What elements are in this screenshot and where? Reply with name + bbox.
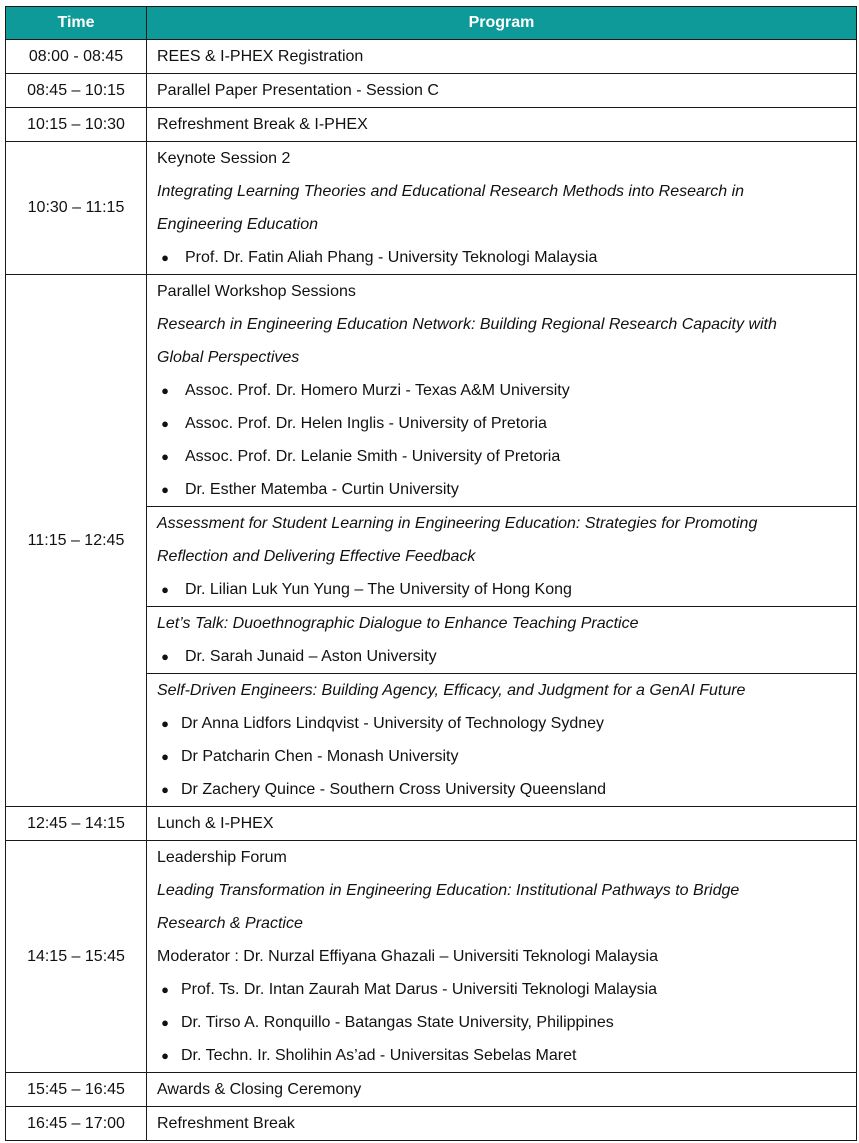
speaker-item: ● Prof. Dr. Fatin Aliah Phang - University Teknologi Malaysia [157,241,856,274]
session-subtitle: Let’s Talk: Duoethnographic Dialogue to Enhance Teaching Practice [157,615,639,632]
program-title: REES & I-PHEX Registration [157,48,364,65]
program-cell [147,1107,857,1141]
program-title: Parallel Paper Presentation - Session C [157,82,439,99]
time-cell: 16:45 – 17:00 [6,1107,147,1141]
bullet-icon: ● [161,649,169,664]
program-cell [147,40,857,74]
speaker-item: ● Dr Zachery Quince - Southern Cross University Queensland [157,773,856,806]
session-subtitle: Reflection and Delivering Effective Feedback [157,548,476,565]
session-subtitle: Global Perspectives [157,349,300,366]
speaker-item: ● Dr. Tirso A. Ronquillo - Batangas State University, Philippines [157,1006,856,1039]
bullet-icon: ● [161,449,169,464]
session-subtitle: Leading Transformation in Engineering Education: Institutional Pathways to Bridge [157,882,740,899]
program-cell [147,1073,857,1107]
program-title: Keynote Session 2 [157,150,291,167]
session-subtitle: Self-Driven Engineers: Building Agency, Efficacy, and Judgment for a GenAI Future [157,682,746,699]
table-row [6,1107,857,1141]
header-row [6,7,857,40]
table-row [6,74,857,108]
bullet-icon: ● [161,482,169,497]
speaker-item: ● Assoc. Prof. Dr. Helen Inglis - University of Pretoria [157,407,856,440]
table-row [6,108,857,142]
program-cell [147,841,857,1073]
session-subtitle: Research in Engineering Education Network: Building Regional Research Capacity with [157,316,777,333]
time-cell: 08:00 - 08:45 [6,40,147,74]
bullet-icon: ● [161,782,169,797]
program-title: Parallel Workshop Sessions [157,283,356,300]
bullet-icon: ● [161,749,169,764]
program-cell [147,74,857,108]
bullet-icon: ● [161,716,169,731]
program-cell [147,507,857,607]
program-cell [147,607,857,674]
table-row [6,40,857,74]
speaker-item: ● Dr Patcharin Chen - Monash University [157,740,856,773]
time-cell: 15:45 – 16:45 [6,1073,147,1107]
program-title: Leadership Forum [157,849,287,866]
speaker-item: ● Dr. Techn. Ir. Sholihin As’ad - Universitas Sebelas Maret [157,1039,856,1072]
bullet-icon: ● [161,1015,169,1030]
time-cell: 08:45 – 10:15 [6,74,147,108]
moderator: Moderator : Dr. Nurzal Effiyana Ghazali – Universiti Teknologi Malaysia [157,948,658,965]
session-subtitle: Assessment for Student Learning in Engineering Education: Strategies for Promoting [157,515,758,532]
speaker-item: ● Assoc. Prof. Dr. Lelanie Smith - University of Pretoria [157,440,856,473]
program-title: Refreshment Break [157,1115,295,1132]
speaker-item: ● Assoc. Prof. Dr. Homero Murzi - Texas A&M University [157,374,856,407]
table-row [6,142,857,275]
bullet-icon: ● [161,250,169,265]
speaker-item: ● Dr. Sarah Junaid – Aston University [157,640,856,673]
header-program: Program [147,7,857,40]
bullet-icon: ● [161,383,169,398]
table-row [6,1073,857,1107]
table-row [6,841,857,1073]
time-cell: 12:45 – 14:15 [6,807,147,841]
program-cell [147,142,857,275]
bullet-icon: ● [161,416,169,431]
table-row [6,807,857,841]
program-cell [147,674,857,807]
program-cell [147,275,857,507]
bullet-icon: ● [161,982,169,997]
program-title: Refreshment Break & I-PHEX [157,116,368,133]
bullet-icon: ● [161,1048,169,1063]
program-title: Lunch & I-PHEX [157,815,274,832]
speaker-item: ● Dr. Lilian Luk Yun Yung – The University of Hong Kong [157,573,856,606]
session-subtitle: Research & Practice [157,915,303,932]
program-table [5,6,857,1141]
time-cell: 10:15 – 10:30 [6,108,147,142]
program-cell [147,807,857,841]
table-row [6,275,857,507]
header-time: Time [6,7,147,40]
speaker-item: ● Prof. Ts. Dr. Intan Zaurah Mat Darus - Universiti Teknologi Malaysia [157,973,856,1006]
time-cell: 11:15 – 12:45 [6,275,147,807]
session-subtitle: Integrating Learning Theories and Educational Research Methods into Research in [157,183,745,200]
session-subtitle: Engineering Education [157,216,319,233]
program-title: Awards & Closing Ceremony [157,1081,362,1098]
program-cell [147,108,857,142]
time-cell: 14:15 – 15:45 [6,841,147,1073]
bullet-icon: ● [161,582,169,597]
speaker-item: ● Dr Anna Lidfors Lindqvist - University of Technology Sydney [157,707,856,740]
time-cell: 10:30 – 11:15 [6,142,147,275]
speaker-item: ● Dr. Esther Matemba - Curtin University [157,473,856,506]
